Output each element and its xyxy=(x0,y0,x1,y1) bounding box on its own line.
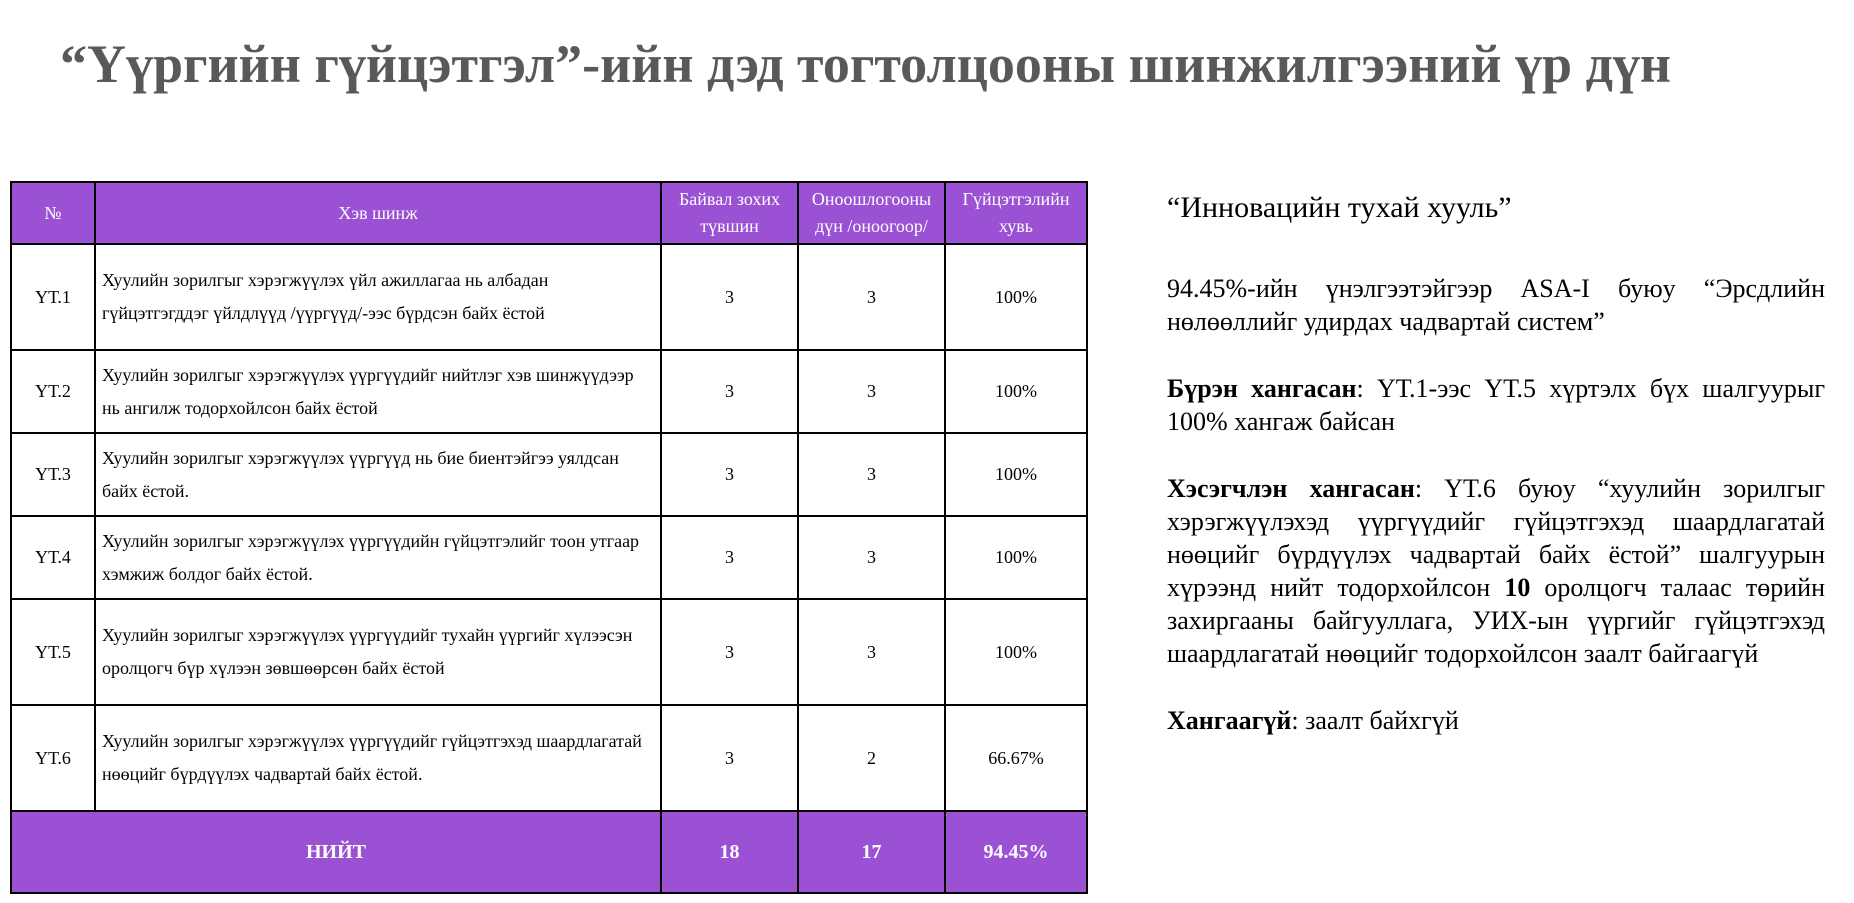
row-percent: 100% xyxy=(945,433,1087,516)
row-score: 3 xyxy=(798,433,945,516)
summary-text: 94.45%-ийн үнэлгээтэйгээр ASA-I буюу “Эрсдлийн нөлөөллийг удирдах чадвартай систем” xyxy=(1167,274,1825,336)
summary-panel xyxy=(1167,188,1825,771)
law-title: “Инновацийн тухай хууль” xyxy=(1167,191,1512,224)
row-level: 3 xyxy=(661,350,798,433)
total-score: 17 xyxy=(798,811,945,893)
header-score: Оноошлогооны дүн /оноогоор/ xyxy=(798,182,945,244)
row-percent: 100% xyxy=(945,516,1087,599)
table-row xyxy=(11,516,1087,599)
total-label: НИЙТ xyxy=(11,811,661,893)
partial-compliance-text: : ҮТ.6 буюу “хуулийн зорилгыг хэрэгжүүлэхэд үүргүүдийг гүйцэтгэхэд шаардлагатай нөөцийг бүрдүүлэх чадвартай байх ёстой” шалгуурын хүрээнд нийт тодорхойлсон xyxy=(1167,474,1825,602)
assessment-table xyxy=(10,181,1088,894)
row-description: Хуулийн зорилгыг хэрэгжүүлэх үүргүүдийг нийтлэг хэв шинжүүдээр нь ангилж тодорхойлсон байх ёстой xyxy=(95,350,661,433)
total-row xyxy=(11,811,1087,893)
total-percent: 94.45% xyxy=(945,811,1087,893)
partial-compliance xyxy=(1167,472,1825,670)
row-level: 3 xyxy=(661,433,798,516)
partial-compliance-text-2: оролцогч талаас төрийн захиргааны байгууллага, УИХ-ын үүргийг гүйцэтгэхэд шаардлагатай нөөцийг тодорхойлсон заалт байгаагүй xyxy=(1167,573,1825,668)
row-code: ҮТ.3 xyxy=(11,433,95,516)
full-compliance-text: : ҮТ.1-ээс ҮТ.5 хүртэлх бүх шалгуурыг 100% хангаж байсан xyxy=(1167,374,1825,436)
row-description: Хуулийн зорилгыг хэрэгжүүлэх үүргүүд нь бие биентэйгээ уялдсан байх ёстой. xyxy=(95,433,661,516)
table-row xyxy=(11,350,1087,433)
row-level: 3 xyxy=(661,705,798,811)
row-level: 3 xyxy=(661,516,798,599)
header-level: Байвал зохих түвшин xyxy=(661,182,798,244)
row-code: ҮТ.2 xyxy=(11,350,95,433)
table-header-row xyxy=(11,182,1087,244)
row-code: ҮТ.4 xyxy=(11,516,95,599)
total-level: 18 xyxy=(661,811,798,893)
row-code: ҮТ.5 xyxy=(11,599,95,705)
row-score: 3 xyxy=(798,599,945,705)
header-percent: Гүйцэтгэлийн хувь xyxy=(945,182,1087,244)
row-description: Хуулийн зорилгыг хэрэгжүүлэх үйл ажиллагаа нь албадан гүйцэтгэгддэг үйлдлүүд /үүргүүд/-ээс бүрдсэн байх ёстой xyxy=(95,244,661,350)
row-score: 2 xyxy=(798,705,945,811)
row-percent: 100% xyxy=(945,244,1087,350)
no-compliance-text: : заалт байхгүй xyxy=(1291,706,1459,735)
row-level: 3 xyxy=(661,244,798,350)
row-percent: 100% xyxy=(945,350,1087,433)
row-score: 3 xyxy=(798,516,945,599)
no-compliance xyxy=(1167,704,1825,737)
row-score: 3 xyxy=(798,350,945,433)
table-row xyxy=(11,244,1087,350)
table-row xyxy=(11,599,1087,705)
table-row xyxy=(11,705,1087,811)
partial-compliance-label: Хэсэгчлэн хангасан xyxy=(1167,474,1415,503)
row-description: Хуулийн зорилгыг хэрэгжүүлэх үүргүүдийг тухайн үүргийг хүлээсэн оролцогч бүр хүлээн зөвшөөрсөн байх ёстой xyxy=(95,599,661,705)
header-type: Хэв шинж xyxy=(95,182,661,244)
no-compliance-label: Хангаагүй xyxy=(1167,706,1292,735)
row-level: 3 xyxy=(661,599,798,705)
row-description: Хуулийн зорилгыг хэрэгжүүлэх үүргүүдийн гүйцэтгэлийг тоон утгаар хэмжиж болдог байх ёстой. xyxy=(95,516,661,599)
full-compliance xyxy=(1167,372,1825,438)
row-code: ҮТ.1 xyxy=(11,244,95,350)
page-title: “Үүргийн гүйцэтгэл”-ийн дэд тогтолцооны шинжилгээний үр дүн xyxy=(60,34,1672,94)
participant-count: 10 xyxy=(1504,573,1531,602)
row-code: ҮТ.6 xyxy=(11,705,95,811)
row-score: 3 xyxy=(798,244,945,350)
header-number: № xyxy=(11,182,95,244)
table-row xyxy=(11,433,1087,516)
full-compliance-label: Бүрэн хангасан xyxy=(1167,374,1357,403)
row-percent: 100% xyxy=(945,599,1087,705)
row-description: Хуулийн зорилгыг хэрэгжүүлэх үүргүүдийг гүйцэтгэхэд шаардлагатай нөөцийг бүрдүүлэх чадвартай байх ёстой. xyxy=(95,705,661,811)
row-percent: 66.67% xyxy=(945,705,1087,811)
